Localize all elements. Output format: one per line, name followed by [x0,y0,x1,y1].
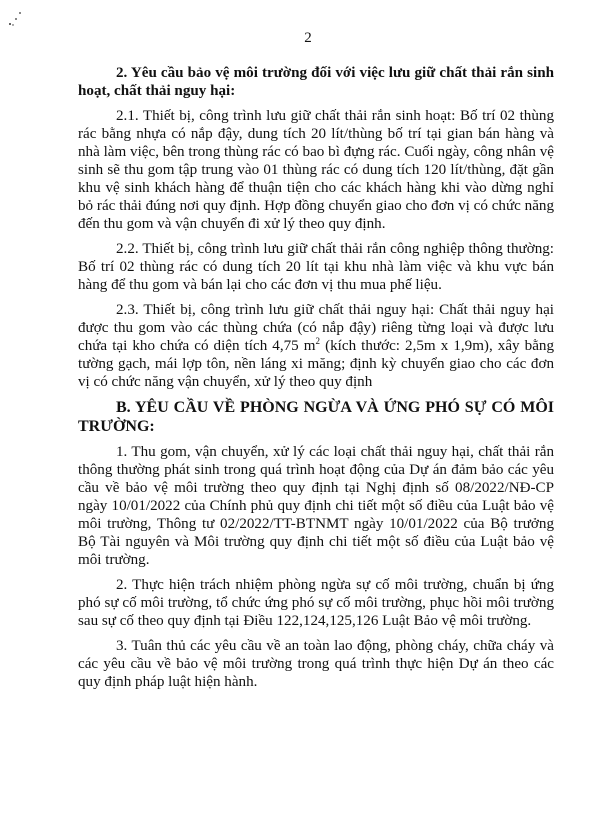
section-2-heading: 2. Yêu cầu bảo vệ môi trường đối với việc lưu giữ chất thải rắn sinh hoạt, chất thải nguy hại: [78,65,554,99]
page-number: 2 [304,30,312,46]
paragraph-2-3 [78,301,554,391]
paragraph-2-3-part-1: 2.3. Thiết bị, công trình lưu giữ chất thải nguy hại: Chất thải nguy hại được thu gom vào các thùng chứa (có nắp đậy) riêng từng loại và được lưu chứa tại kho chứa có diện tích 4,75 m [78,302,554,354]
paragraph-2-3-part-2: (kích thước: 2,5m x 1,9m), xây bằng tường gạch, mái lợp tôn, nền láng xi măng; định kỳ chuyển giao cho các đơn vị có chức năng vận chuyển, xử lý theo quy định [78,338,554,390]
document-body [78,64,554,698]
scan-specks [6,10,28,32]
paragraph-b-2: 2. Thực hiện trách nhiệm phòng ngừa sự cố môi trường, chuẩn bị ứng phó sự cố môi trường, tổ chức ứng phó sự cố môi trường, phục hồi môi trường sau sự cố theo quy định tại Điều 122,124,125,126 Luật Bảo vệ môi trường. [78,577,554,629]
area-unit-superscript: 2 [315,335,321,346]
paragraph-2-2: 2.2. Thiết bị, công trình lưu giữ chất thải rắn công nghiệp thông thường: Bố trí 02 thùng rác có dung tích 20 lít tại khu nhà làm việc và khu vực bán hàng để thu gom và bán lại cho các đơn vị thu mua phế liệu. [78,241,554,293]
paragraph-b-1: 1. Thu gom, vận chuyển, xử lý các loại chất thải nguy hại, chất thải rắn thông thường phát sinh trong quá trình hoạt động của Dự án đảm bảo các yêu cầu về bảo vệ môi trường theo quy định tại Nghị định số 08/2022/NĐ-CP ngày 10/01/2022 của Chính phủ quy định chi tiết một số điều của Luật bảo vệ môi trường, Thông tư 02/2022/TT-BTNMT ngày 10/01/2022 của Bộ trưởng Bộ Tài nguyên và Môi trường quy định chi tiết một số điều của Luật bảo vệ môi trường. [78,444,554,568]
paragraph-b-3: 3. Tuân thủ các yêu cầu về an toàn lao động, phòng cháy, chữa cháy và các yêu cầu về bảo vệ môi trường trong quá trình thực hiện Dự án theo các quy định pháp luật hiện hành. [78,638,554,690]
section-b-heading: B. YÊU CẦU VỀ PHÒNG NGỪA VÀ ỨNG PHÓ SỰ CÓ MÔI TRƯỜNG: [78,399,554,435]
paragraph-2-1: 2.1. Thiết bị, công trình lưu giữ chất thải rắn sinh hoạt: Bố trí 02 thùng rác bằng nhựa có nắp đậy, dung tích 20 lít/thùng bố trí tại gian bán hàng và nhà làm việc, bên trong thùng rác có bao bì đựng rác. Cuối ngày, công nhân vệ sinh sẽ thu gom tập trung vào 01 thùng rác có dung tích 120 lít/thùng, đặt gần khu vệ sinh khách hàng để thuận tiện cho các khách hàng khi vào dừng nghỉ bỏ rác thải đúng nơi quy định. Hợp đồng chuyển giao cho đơn vị có chức năng đến thu gom và vận chuyển đi xử lý theo quy định. [78,108,554,232]
